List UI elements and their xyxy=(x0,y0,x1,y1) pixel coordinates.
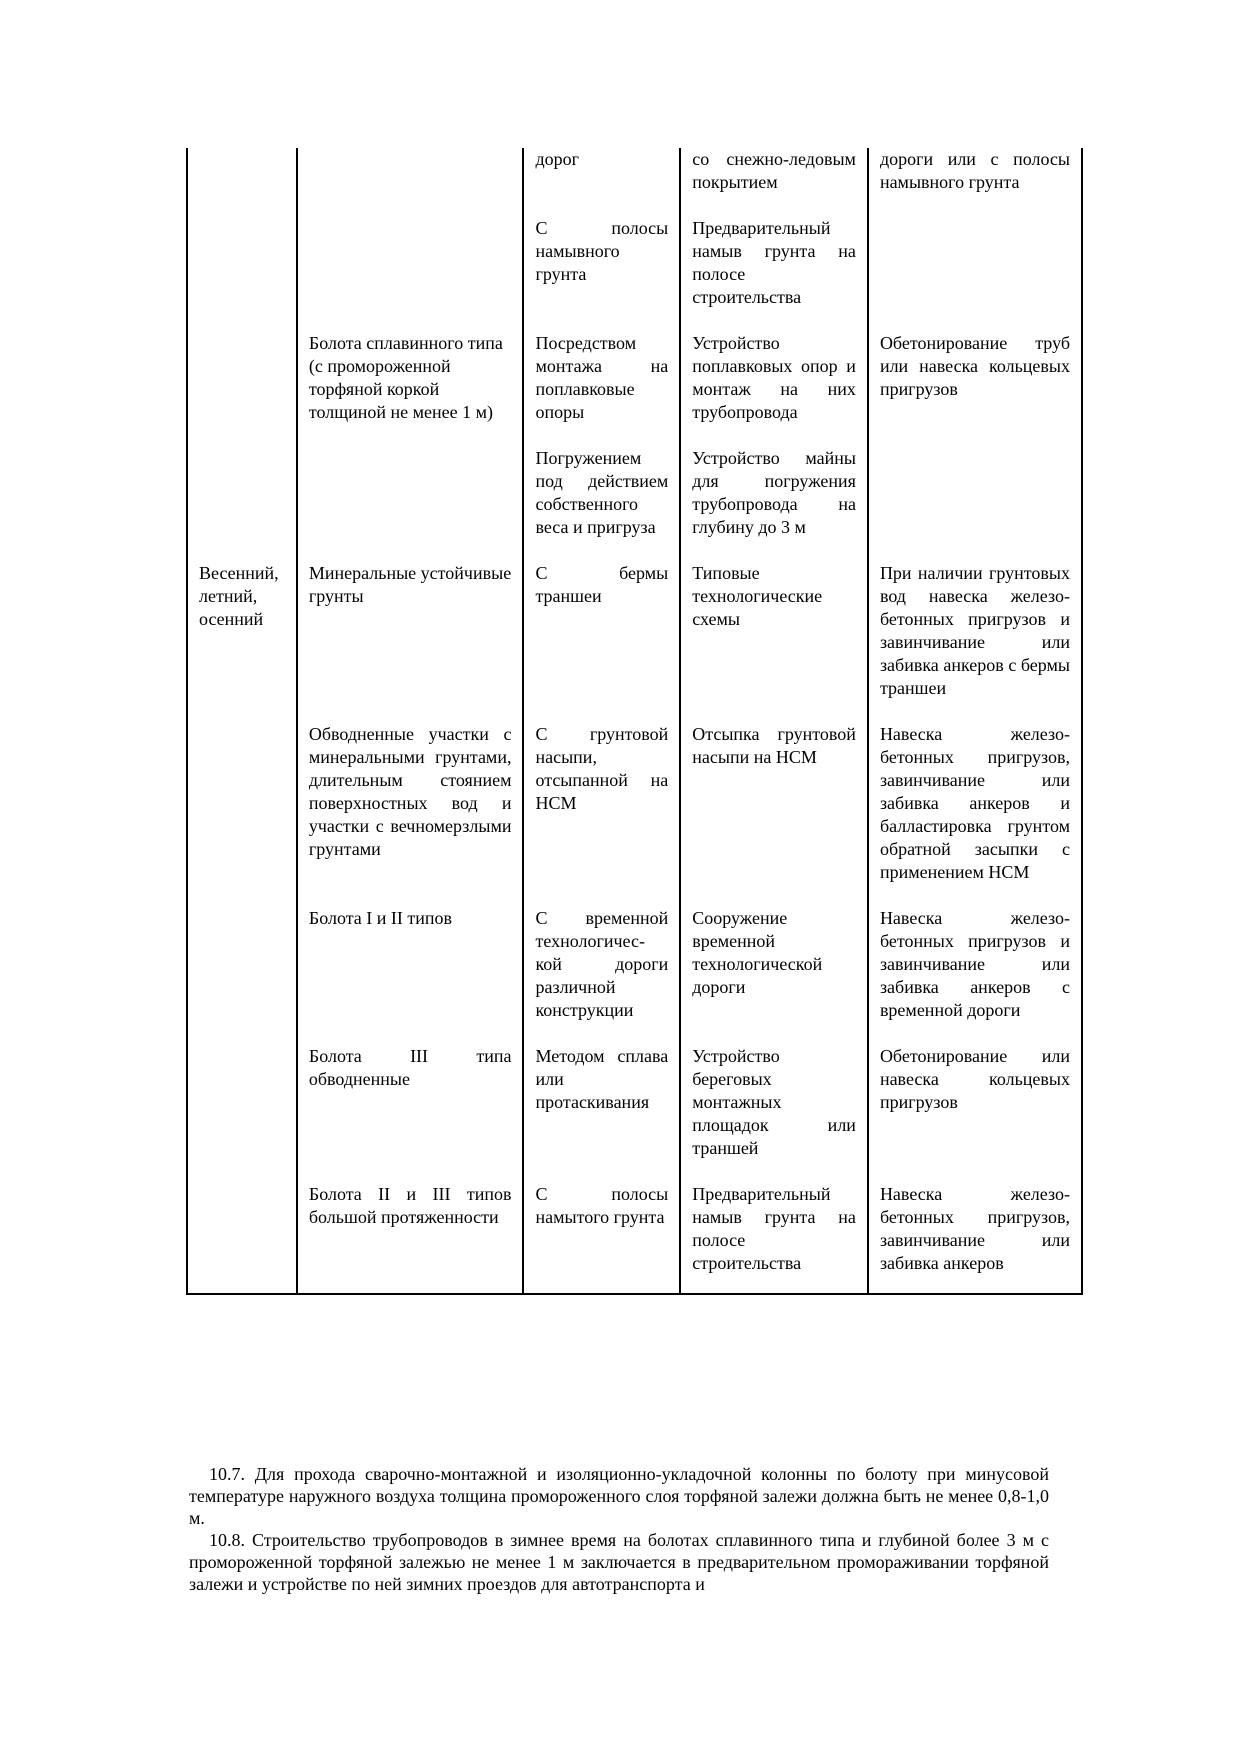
season-cell xyxy=(187,332,297,447)
terrain-cell: Болота сплавинного типа (с промороженной торфяной коркой толщиной не менее 1 м) xyxy=(297,332,524,447)
season-cell xyxy=(187,1045,297,1183)
season-cell xyxy=(187,447,297,562)
season-cell xyxy=(187,1183,297,1294)
terrain-cell: Минеральные устойчивые грунты xyxy=(297,562,524,723)
preparation-cell: со снежно-ледовым покрытием xyxy=(680,148,868,217)
method-cell: Погружением под действием собственного веса и пригруза xyxy=(523,447,680,562)
ballast-cell: Навеска железо-бетонных пригрузов и завинчивание или забивка анкеров с временной дороги xyxy=(868,907,1082,1045)
table-row xyxy=(187,907,1082,1045)
ballast-cell: Навеска железо-бетонных пригрузов, завинчивание или забивка анкеров и балластировка грунтом обратной засыпки с применением НСМ xyxy=(868,723,1082,907)
table-row xyxy=(187,562,1082,723)
table-row xyxy=(187,1183,1082,1294)
terrain-cell: Болота II и III типов большой протяженности xyxy=(297,1183,524,1294)
preparation-cell: Устройство береговых монтажных площадок или траншей xyxy=(680,1045,868,1183)
ballast-cell: дороги или с полосы намывного грунта xyxy=(868,148,1082,217)
ballast-cell: При наличии грунтовых вод навеска железо-бетонных пригрузов и завинчивание или забивка анкеров с бермы траншеи xyxy=(868,562,1082,723)
season-cell xyxy=(187,907,297,1045)
method-cell: Посредством монтажа на поплавковые опоры xyxy=(523,332,680,447)
ballast-cell: Обетонирование или навеска кольцевых пригрузов xyxy=(868,1045,1082,1183)
table-row xyxy=(187,148,1082,217)
preparation-cell: Предварительный намыв грунта на полосе строительства xyxy=(680,1183,868,1294)
preparation-cell: Сооружение временной технологической дороги xyxy=(680,907,868,1045)
method-cell: С полосы намытого грунта xyxy=(523,1183,680,1294)
ballast-cell xyxy=(868,447,1082,562)
method-cell: С полосы намывного грунта xyxy=(523,217,680,332)
table-row xyxy=(187,217,1082,332)
method-cell: дорог xyxy=(523,148,680,217)
method-cell: С временной технологичес-кой дороги различной конструкции xyxy=(523,907,680,1045)
preparation-cell: Устройство поплавковых опор и монтаж на них трубопровода xyxy=(680,332,868,447)
season-cell xyxy=(187,217,297,332)
terrain-cell xyxy=(297,217,524,332)
ballast-cell xyxy=(868,217,1082,332)
table-row xyxy=(187,723,1082,907)
table-row xyxy=(187,1045,1082,1183)
table-row xyxy=(187,332,1082,447)
preparation-cell: Отсыпка грунтовой насыпи на НСМ xyxy=(680,723,868,907)
terrain-cell: Болота III типа обводненные xyxy=(297,1045,524,1183)
paragraph-10-8: 10.8. Строительство трубопроводов в зимнее время на болотах сплавинного типа и глубиной более 3 м с промороженной торфяной залежью не менее 1 м заключается в предварительном промораживании торфяной залежи и устройстве по ней зимних проездов для автотранспорта и xyxy=(189,1530,1049,1594)
ballast-cell: Обетонирование труб или навеска кольцевых пригрузов xyxy=(868,332,1082,447)
method-cell: Методом сплава или протаскивания xyxy=(523,1045,680,1183)
ballast-cell: Навеска железо-бетонных пригрузов, завинчивание или забивка анкеров xyxy=(868,1183,1082,1294)
table-row xyxy=(187,447,1082,562)
pipeline-construction-table xyxy=(186,148,1083,1295)
preparation-cell: Устройство майны для погружения трубопровода на глубину до 3 м xyxy=(680,447,868,562)
season-cell: Весенний, летний, осенний xyxy=(187,562,297,723)
preparation-cell: Предварительный намыв грунта на полосе строительства xyxy=(680,217,868,332)
method-cell: С грунтовой насыпи, отсыпанной на НСМ xyxy=(523,723,680,907)
terrain-cell: Обводненные участки с минеральными грунтами, длительным стоянием поверхностных вод и участки с вечномерзлыми грунтами xyxy=(297,723,524,907)
terrain-cell: Болота I и II типов xyxy=(297,907,524,1045)
season-cell xyxy=(187,723,297,907)
terrain-cell xyxy=(297,148,524,217)
terrain-cell xyxy=(297,447,524,562)
preparation-cell: Типовые технологические схемы xyxy=(680,562,868,723)
season-cell xyxy=(187,148,297,217)
method-cell: С бермы траншеи xyxy=(523,562,680,723)
paragraph-10-7: 10.7. Для прохода сварочно-монтажной и изоляционно-укладочной колонны по болоту при минусовой температуре наружного воздуха толщина промороженного слоя торфяной залежи должна быть не менее 0,8-1,0 м. xyxy=(189,1464,1049,1528)
